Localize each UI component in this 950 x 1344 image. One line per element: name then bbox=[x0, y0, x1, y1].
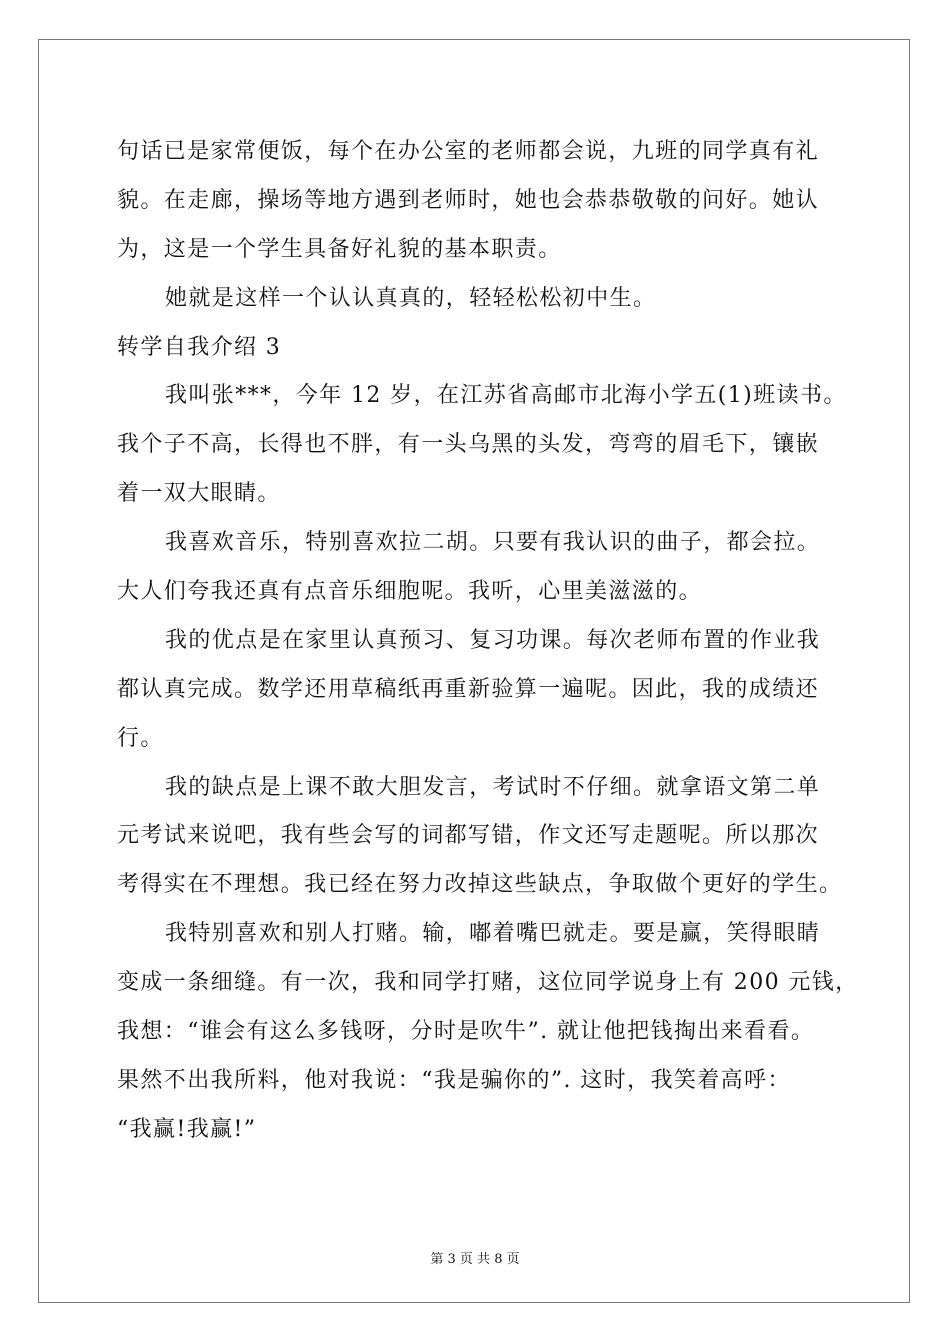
text-line: 我个子不高，长得也不胖，有一头乌黑的头发，弯弯的眉毛下，镶嵌 bbox=[117, 432, 820, 458]
section-heading: 转学自我介绍 3 bbox=[117, 334, 282, 360]
text-line: 考得实在不理想。我已经在努力改掉这些缺点，争取做个更好的学生。 bbox=[117, 872, 843, 898]
text-line: 为，这是一个学生具备好礼貌的基本职责。 bbox=[117, 236, 562, 262]
text-line: 元考试来说吧，我有些会写的词都写错，作文还写走题呢。所以那次 bbox=[117, 823, 820, 849]
text-line: 着一双大眼睛。 bbox=[117, 481, 281, 507]
text-line: 句话已是家常便饭，每个在办公室的老师都会说，九班的同学真有礼 bbox=[117, 139, 820, 164]
text-line: “我赢!我赢!” bbox=[117, 1116, 257, 1142]
text-line: 果然不出我所料，他对我说：“我是骗你的”. 这时，我笑着高呼： bbox=[117, 1067, 791, 1093]
text-line: 我特别喜欢和别人打赌。输，嘟着嘴巴就走。要是赢，笑得眼睛 bbox=[165, 921, 821, 947]
text-line: 我喜欢音乐，特别喜欢拉二胡。只要有我认识的曲子，都会拉。 bbox=[165, 530, 821, 556]
text-line: 都认真完成。数学还用草稿纸再重新验算一遍呢。因此，我的成绩还 bbox=[117, 676, 820, 702]
text-line: 行。 bbox=[117, 725, 164, 751]
text-line: 变成一条细缝。有一次，我和同学打赌，这位同学说身上有 200 元钱， bbox=[117, 970, 859, 996]
text-line: 我叫张***，今年 12 岁，在江苏省高邮市北海小学五(1)班读书。 bbox=[165, 383, 847, 409]
page-number-footer: 第 3 页 共 8 页 bbox=[430, 1252, 520, 1267]
text-line: 貌。在走廊，操场等地方遇到老师时，她也会恭恭敬敬的问好。她认 bbox=[117, 187, 820, 213]
text-line: 大人们夸我还真有点音乐细胞呢。我听，心里美滋滋的。 bbox=[117, 579, 703, 605]
text-line: 她就是这样一个认认真真的，轻轻松松初中生。 bbox=[165, 285, 657, 311]
document-body bbox=[117, 128, 859, 1155]
text-line: 我想：“谁会有这么多钱呀，分时是吹牛”. 就让他把钱掏出来看看。 bbox=[117, 1019, 815, 1045]
text-line: 我的缺点是上课不敢大胆发言，考试时不仔细。就拿语文第二单 bbox=[165, 774, 821, 800]
text-line: 我的优点是在家里认真预习、复习功课。每次老师布置的作业我 bbox=[165, 627, 821, 653]
